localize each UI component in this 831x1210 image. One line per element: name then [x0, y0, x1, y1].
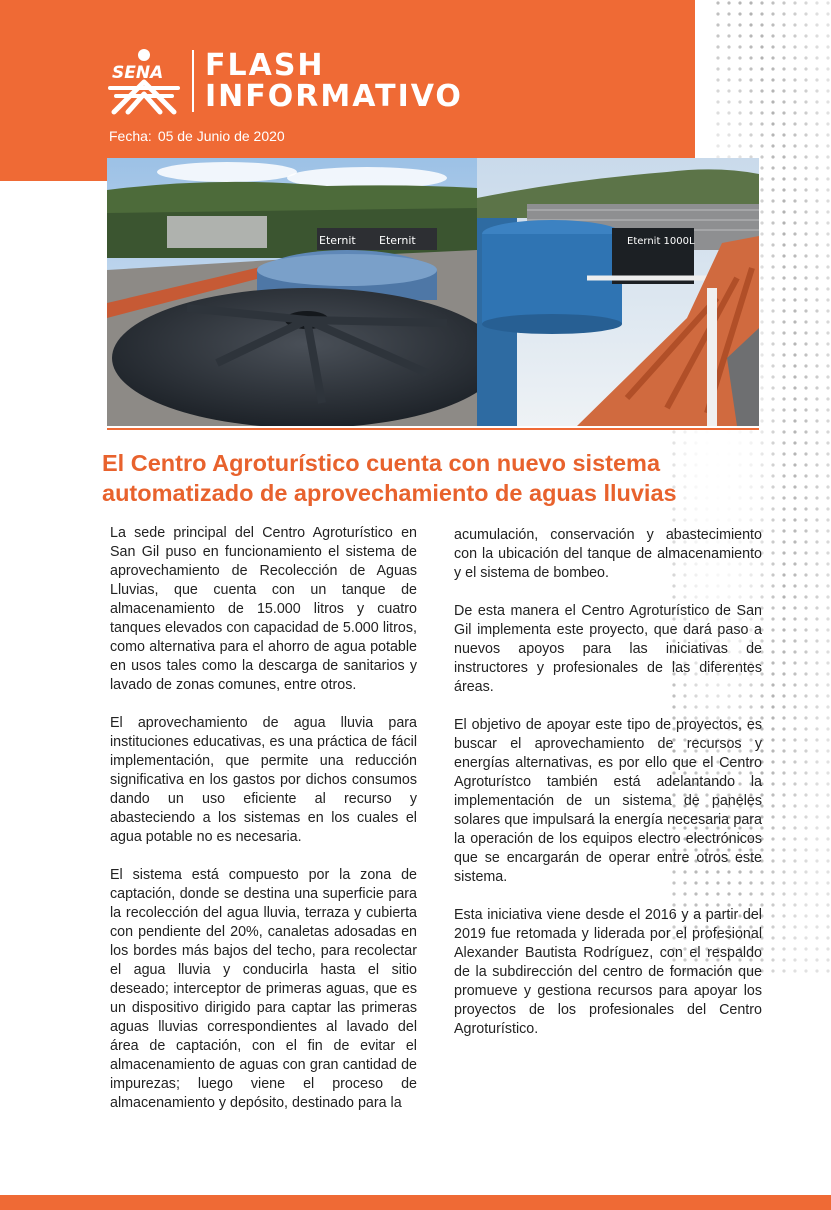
paragraph: La sede principal del Centro Agroturístico en San Gil puso en funcionamiento el sistema de aprovechamiento de Recolección de Aguas Lluvias, que cuenta con un tanque de almacenamiento de 15.000 litros y cuatro tanques elevados con capacidad de 5.000 litros, como alternativa para el ahorro de agua potable en usos tales como la descarga de sanitarios y lavado de zonas comunes, entre otros. [110, 525, 417, 693]
sena-logo [106, 48, 182, 116]
title-line-2: INFORMATIVO [205, 79, 463, 114]
paragraph: De esta manera el Centro Agroturístico de San Gil implementa este proyecto, que dará paso a nuevos apoyos para las iniciativas de instructores y profesionales de las diferentes áreas. [454, 603, 762, 695]
svg-text:SENA: SENA [112, 63, 164, 83]
date-value: 05 de Junio de 2020 [157, 128, 285, 144]
header-banner [0, 0, 695, 181]
article-column-right [454, 526, 762, 1039]
article-column-left [110, 524, 417, 1113]
paragraph: Esta iniciativa viene desde el 2016 y a partir del 2019 fue retomada y liderada por el profesional Alexander Bautista Rodríguez, con el respaldo de la subdirección del centro de formación que promueve y gestiona recursos para apoyar los proyectos de los profesionales del Centro Agroturístico. [454, 907, 762, 1037]
photo-underline [107, 428, 759, 430]
photo-montage [107, 158, 759, 426]
svg-text:Eternit 1000L: Eternit 1000L [627, 236, 695, 247]
article-headline [102, 448, 702, 508]
footer-bar [0, 1195, 831, 1210]
headline-line-1: El Centro Agroturístico cuenta con nuevo sistema [102, 450, 661, 476]
svg-text:Eternit: Eternit [319, 234, 356, 247]
photo-left [107, 158, 502, 426]
photo-right [477, 158, 759, 426]
logo-divider [192, 50, 194, 112]
headline-line-2: automatizado de aprovechamiento de aguas lluvias [102, 480, 677, 506]
paragraph: acumulación, conservación y abastecimiento con la ubicación del tanque de almacenamiento y el sistema de bombeo. [454, 527, 762, 581]
title-line-1: FLASH [205, 48, 325, 83]
svg-text:Eternit: Eternit [379, 234, 416, 247]
issue-date [109, 128, 285, 144]
date-label: Fecha: [109, 128, 152, 144]
paragraph: El sistema está compuesto por la zona de captación, donde se destina una superficie para la recolección del agua lluvia, terraza y cubierta con pendiente del 20%, canaletas adosadas en los bordes más bajos del techo, para recolectar el agua lluvia y conducirla hasta el sitio deseado; interceptor de primeras aguas, que es un dispositivo dirigido para captar las primeras aguas lluvias correspondientes al lavado del área de captación, con el fin de evitar el almacenamiento de aguas con gran cantidad de impurezas; luego viene el proceso de almacenamiento y depósito, destinado para la [110, 867, 417, 1111]
newsletter-title [205, 50, 463, 112]
paragraph: El aprovechamiento de agua lluvia para instituciones educativas, es una práctica de fácil implementación, que permite una reducción significativa en los gastos por dichos consumos dando un uso eficiente al recurso y abasteciendo a los sistemas en los cuales el agua potable no es necesaria. [110, 715, 417, 845]
paragraph: El objetivo de apoyar este tipo de proyectos, es buscar el aprovechamiento de recursos y energías alternativas, es por ello que el Centro Agroturístco también está adelantando la implementación de un sistema de paneles solares que impulsará la energía necesaria para la operación de los equipos electro electrónicos que se encargarán de operar entre otros este sistema. [454, 717, 762, 885]
